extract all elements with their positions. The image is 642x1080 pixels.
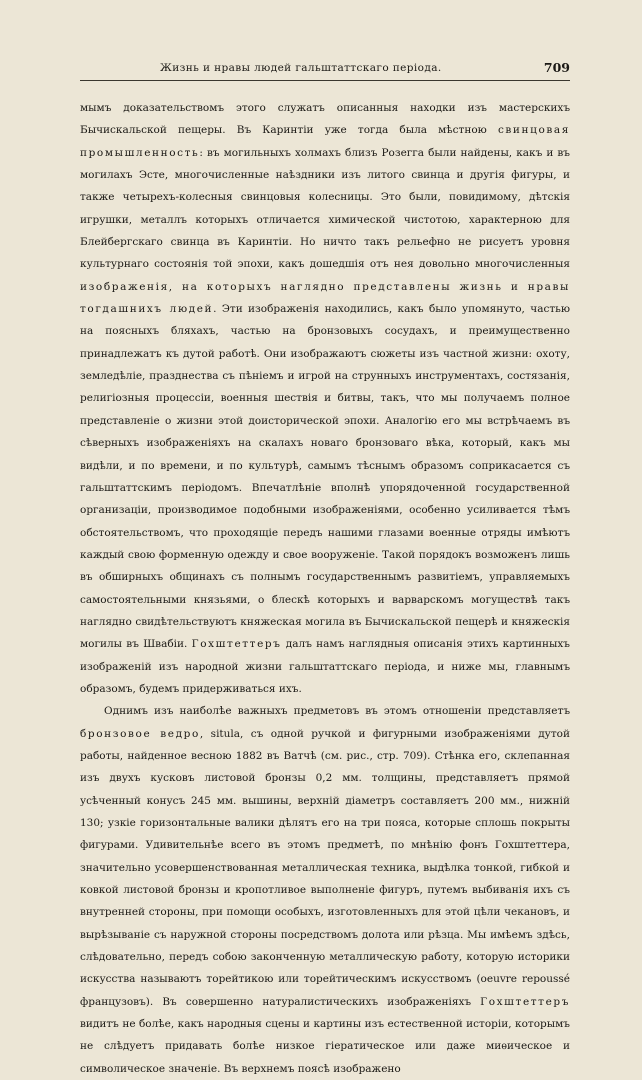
text-run: далъ намъ наглядныя описанія этихъ картинныхъ изображеній изъ народной жизни гальштаттскаго періода, и ниже мы, главнымъ образомъ, будемъ придерживаться ихъ. [80,638,570,695]
spaced-emphasis: Гохштеттеръ [191,638,282,651]
text-run: : въ могильныхъ холмахъ близъ Розегга были найдены, какъ и въ могилахъ Эсте, многочисленные наѣздники изъ литого свинца и другія фигуры, и также четырехъ-колесныя свинцовыя колесницы. Это были, повидимому, дѣтскія игрушки, металлъ которыхъ отличается химической чистотою, характерною для Блейбергскаго свинца въ Каринтіи. Но ничто такъ рельефно не рисуетъ уровня культурнаго состоянія той эпохи, какъ дошедшія отъ нея довольно многочисленныя [80,146,570,271]
text-run: . Эти изображенія находились, какъ было упомянуто, частью на поясныхъ бляхахъ, частью на бронзовыхъ сосудахъ, и преимущественно принадлежатъ къ дутой работѣ. Они изображаютъ сюжеты изъ частной жизни: охоту, земледѣліе, празднества съ пѣніемъ и игрой на струнныхъ инструментахъ, состязанія, религіозныя процессіи, военныя шествія и битвы, такъ, что мы получаемъ полное представленіе о жизни этой доисторической эпохи. Аналогію его мы встрѣчаемъ въ сѣверныхъ изображеніяхъ на скалахъ новаго бронзоваго вѣка, который, какъ мы видѣли, и по времени, и по культурѣ, самымъ тѣснымъ образомъ соприкасается съ гальштаттскимъ періодомъ. Впечатлѣніе вполнѣ упорядоченной государственной организаціи, производимое подобными изображеніями, особенно усиливается тѣмъ обстоятельствомъ, что проходящіе передъ нашими глазами военные отряды имѣютъ каждый свою форменную одежду и свое вооруженіе. Такой порядокъ возможенъ лишь въ обширныхъ общинахъ съ полнымъ государственнымъ развитіемъ, управляемыхъ самостоятельными князьями, о блескѣ которыхъ и варварскомъ могуществѣ такъ наглядно свидѣтельствуютъ княжеская могила въ Бычискальской пещерѣ и княжескія могилы въ Швабіи. [80,303,570,651]
running-title: Жизнь и нравы людей гальштаттскаго періода. [160,62,442,74]
page-number: 709 [543,60,570,75]
spaced-emphasis: бронзовое ведро [80,727,200,740]
running-header [80,62,570,78]
text-run: Однимъ изъ наиболѣе важныхъ предметовъ въ этомъ отношеніи представляетъ [104,705,570,718]
paragraph-2 [80,700,570,1080]
spaced-emphasis: свинцовая промышленность [80,124,570,159]
header-rule [80,80,570,81]
text-run: , situla, съ одной ручкой и фигурными изображеніями дутой работы, найденное весною 1882 въ Ватчѣ (см. рис., стр. 709). Стѣнка его, склепанная изъ двухъ кусковъ листовой бронзы 0,2 мм. толщины, представляетъ прямой усѣченный конусъ 245 мм. вышины, верхній діаметръ составляетъ 200 мм., нижній 130; узкіе горизонтальные валики дѣлятъ его на три пояса, которые сплошь покрыты фигурами. Удивительнѣе всего въ этомъ предметѣ, по мнѣнію фонъ Гохштеттера, значительно усовершенствованная металлическая техника, выдѣлка тонкой, гибкой и ковкой листовой бронзы и кропотливое выполненіе фигуръ, путемъ выбиванія ихъ съ внутренней стороны, при помощи особыхъ, изготовленныхъ для этой цѣли чекановъ, и вырѣзываніе съ наружной стороны посредствомъ долота или рѣзца. Мы имѣемъ здѣсь, слѣдовательно, передъ собою законченную металлическую работу, которую историки искусства называютъ торейтикою или торейтическимъ искусствомъ (oeuvre repoussé французовъ). Въ совершенно натуралистическихъ изображеніяхъ [80,727,570,1008]
body-text [80,97,570,1080]
spaced-emphasis: изображенія, на которыхъ наглядно представлены жизнь и нравы тогдашнихъ людей [80,280,570,316]
text-run: видитъ не болѣе, какъ народныя сцены и картины изъ естественной исторіи, которымъ не слѣдуетъ придавать болѣе низкое гіератическое или даже миѳическое и символическое значеніе. Въ верхнемъ поясѣ изображено [80,1018,570,1075]
text-run: мымъ доказательствомъ этого служатъ описанныя находки изъ мастерскихъ Бычискальской пещеры. Въ Каринтіи уже тогда была мѣстною [80,102,570,137]
paragraph-1 [80,97,570,700]
spaced-emphasis: Гохштеттеръ [480,995,570,1008]
